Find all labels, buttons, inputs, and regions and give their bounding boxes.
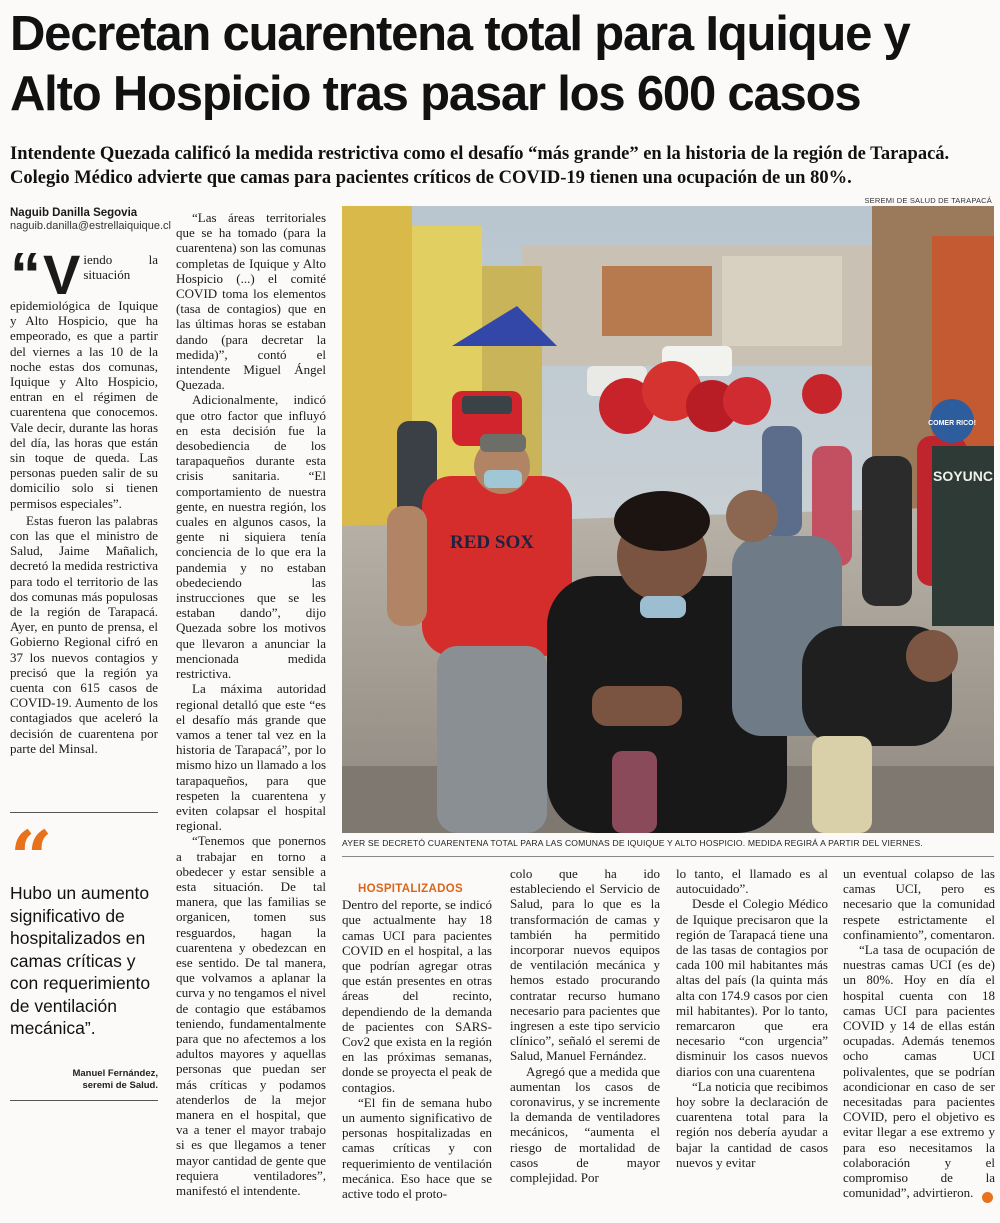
- column-5: [676, 866, 828, 1170]
- pull-quote-role: seremi de Salud.: [82, 1080, 158, 1091]
- paragraph: Dentro del reporte, se indicó que actualmente hay 18 camas UCI para pacientes COVID en el hospital, a las que podrían agregar otras que están presentes en otras áreas del recinto, dependiendo de la demanda de pacientes con SARS-Cov2 que exista en la región en las próximas semanas, donde se proyecta el peak de contagios.: [342, 897, 492, 1095]
- paragraph: un eventual colapso de las camas UCI, pero es necesario que la comunidad respete estrictamente el confinamiento”, comentaron.: [843, 866, 995, 942]
- pull-quote-text: Hubo un aumento significativo de hospitalizados en camas críticas y con requerimiento de ventilación mecánica”.: [10, 883, 151, 1038]
- paragraph: “Tenemos que ponernos a trabajar en torno a obedecer y estar sensible a esta situación. De tal manera, que las familias se organicen, tomen sus resguardos, hagan la cuarentena y obedezcan en ese sentido. De tal manera, que volvamos a aplanar la curva y no tengamos el nivel de contagio que estábamos teniendo, fundamentalmente para que no afectemos a los adultos mayores y aquellas personas que puedan ser más críticas y podamos atenderlos de la mejor manera en el hospital, que va a tener el mayor trabajo si es que llegamos a tener mayor cantidad de gente que requiera ventiladores”, manifestó el intendente.: [176, 833, 326, 1198]
- photo-caption: AYER SE DECRETÓ CUARENTENA TOTAL PARA LAS COMUNAS DE IQUIQUE Y ALTO HOSPICIO. MEDIDA REGIRÁ A PARTIR DEL VIERNES.: [342, 838, 923, 848]
- quote-icon: “: [10, 816, 53, 902]
- author-email[interactable]: naguib.danilla@estrellaiquique.cl: [10, 220, 171, 232]
- subheading: HOSPITALIZADOS: [358, 883, 463, 895]
- paragraph: Desde el Colegio Médico de Iquique precisaron que la región de Tarapacá tiene una de las tasas de contagios por cada 100 mil habitantes más altas del país (la quinta más alta con 174.9 casos por cien mil habitantes). Por lo tanto, remarcaron que era necesario “con urgencia” disminuir los casos nuevos diarios con una cuarentena: [676, 896, 828, 1079]
- pull-quote-attribution: [10, 1068, 158, 1092]
- drop-cap: V: [43, 243, 81, 306]
- photo-credit: SEREMI DE SALUD DE TARAPACÁ: [864, 196, 992, 205]
- column-2: [176, 210, 326, 1198]
- author-name: Naguib Danilla Segovia: [10, 207, 138, 219]
- paragraph-text: iendo la situación epidemiológica de Iquique y Alto Hospicio, que ha empeorado, es que a partir del viernes a las 10 de la noche estas dos comunas, Iquique y Alto Hospicio, entran en el régimen de cuarentena que conocemos. Vale decir, durante las horas del día, las horas que están sin toque de queda. Las personas pueden salir de su domicilio solo si tienen permisos especiales”.: [10, 252, 158, 511]
- lead-paragraph: [10, 241, 158, 511]
- caption-divider: [342, 856, 994, 857]
- paragraph: lo tanto, el llamado es al autocuidado”.: [676, 866, 828, 897]
- paragraph: “Las áreas territoriales que se ha tomado (para la cuarentena) son las comunas completas de Iquique y Alto Hospicio (...) el comité COVID toma los elementos (tasa de contagios) que en las últimas horas se estaban dando (para decretar la medida)”, contó el intendente Miguel Ángel Quezada.: [176, 210, 326, 393]
- paragraph: colo que ha ido estableciendo el Servicio de Salud, para lo que es la transformación de camas y también ha permitido incorporar nuevos equipos de ventilación mecánica y hemos estado procurando contratar recurso humano necesario para pacientes que ingresen a este tipo servicio clínico”, señaló el seremi de Salud, Manuel Fernández.: [510, 866, 660, 1064]
- paragraph: La máxima autoridad regional detalló que este “es el desafío más grande que vamos a tener tal vez en la historia de Tarapacá”, por lo mismo hizo un llamado a los tarapaqueños, para que respeten la cuarentena y eviten colapsar el hospital regional.: [176, 681, 326, 834]
- paragraph: Estas fueron las palabras con las que el ministro de Salud, Jaime Mañalich, decretó la medida restrictiva para todo el territorio de las dos comunas más populosas de la región de Tarapacá. Ayer, en punto de prensa, el Gobierno Regional cifró en 37 los nuevos contagios y precisó que la región ya cuenta con 615 casos de COVID-19. Aumento de los contagiados que aceleró la decisión de cuarentena por parte del Minsal.: [10, 512, 158, 756]
- pull-quote-rule-bottom: [10, 1100, 158, 1101]
- open-quote-mark: “: [10, 241, 41, 310]
- column-6: [843, 866, 995, 1200]
- headline: Decretan cuarentena total para Iquique y Alto Hospicio tras pasar los 600 casos: [10, 7, 910, 121]
- column-4: [510, 866, 660, 1185]
- article-deck: Intendente Quezada calificó la medida restrictiva como el desafío “más grande” en la historia de la región de Tarapacá. Colegio Médico advierte que camas para pacientes críticos de COVID-19 tienen una ocupación de un 80%.: [10, 144, 950, 188]
- paragraph: “La tasa de ocupación de nuestras camas UCI (es de) un 80%. Hoy en día el hospital cuenta con 18 camas UCI para pacientes COVID y 14 de ellas están ocupadas. Además tenemos ocho camas UCI polivalentes, que se podrían acondicionar en caso de ser necesitadas para pacientes COVID, pero el objetivo es evitar llegar a ese extremo y para eso necesitamos la colaboración y el compromiso de la comunidad”, advirtieron.: [843, 942, 995, 1201]
- paragraph: “La noticia que recibimos hoy sobre la declaración de cuarentena total para la región nos debería ayudar a bajar la cantidad de casos nuevos y evitar: [676, 1078, 828, 1170]
- end-of-article-icon: [982, 1192, 993, 1203]
- column-3: [342, 882, 492, 1201]
- paragraph: Adicionalmente, indicó que otro factor que influyó en esta decisión fue la desobediencia de los tarapaqueños durante esta crisis sanitaria. “El comportamiento de nuestra gente, en nuestra región, los cuales en algunos casos, la gente ni siquiera tenía conciencia de lo que era la pandemia y no estaban obedeciendo las instrucciones que se les estaban dando”, dijo Quezada sobre los motivos que llevaron a anunciar la mencionada medida restrictiva.: [176, 392, 326, 682]
- shop-logo-text: COMER RICO!: [928, 420, 976, 427]
- column-1: [10, 241, 158, 756]
- street-scene-image: [342, 206, 994, 833]
- pull-quote-rule-top: [10, 812, 158, 813]
- pull-quote-author: Manuel Fernández,: [72, 1068, 158, 1079]
- shirt-text: RED SOX: [450, 532, 534, 553]
- news-photo: [342, 206, 994, 833]
- paragraph: Agregó que a medida que aumentan los casos de coronavirus, y se incremente la demanda de ventiladores mecánicos, “aumenta el riesgo de mortalidad de casos de mayor complejidad. Por: [510, 1063, 660, 1186]
- paragraph: “El fin de semana hubo un aumento significativo de personas hospitalizadas en camas críticas y con requerimiento de ventilación mecánica. Eso hace que se active todo el proto-: [342, 1094, 492, 1202]
- shop-sign-text: SOYUNC: [933, 468, 993, 484]
